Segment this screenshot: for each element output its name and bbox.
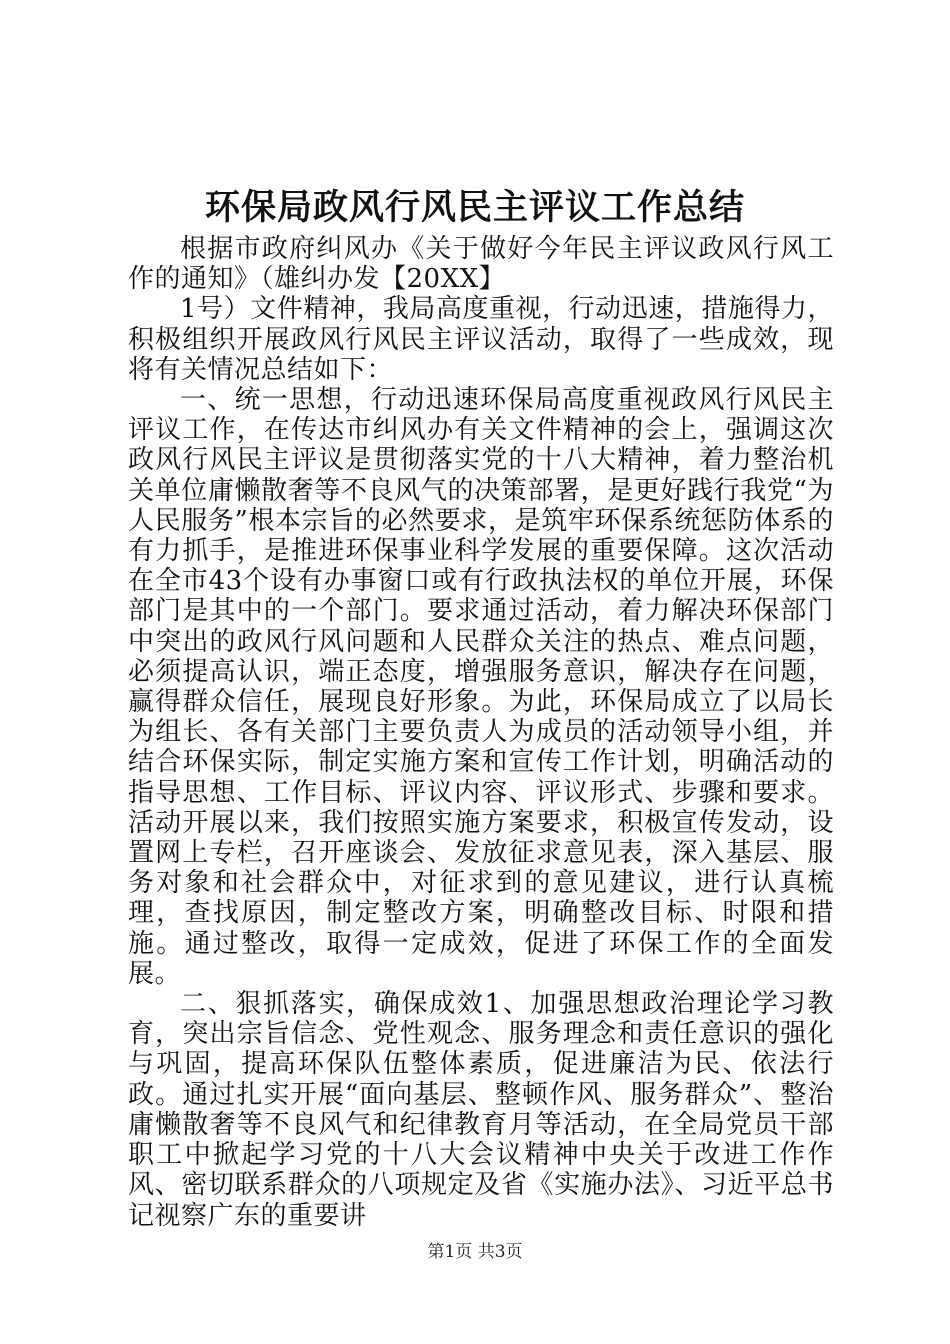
paragraph-section-two: 二、狠抓落实，确保成效1、加强思想政治理论学习教育，突出宗旨信念、党性观念、服务理念和责任意识的强化与巩固，提高环保队伍整体素质，促进廉洁为民、依法行政。通过扎实开展“面向基层、整顿作风、服务群众”、整治庸懒散奢等不良风气和纪律教育月等活动，在全局党员干部职工中掀起学习党的十八大会议精神中央关于改进工作作风、密切联系群众的八项规定及省《实施办法》、习近平总书记视察广东的重要讲: [128, 989, 834, 1231]
document-title: 环保局政风行风民主评议工作总结: [204, 187, 745, 228]
page-footer: [0, 1240, 950, 1264]
page-number: 第1页 共3页: [427, 1242, 523, 1262]
paragraph-section-one: 一、统一思想，行动迅速环保局高度重视政风行风民主评议工作，在传达市纠风办有关文件精神的会上，强调这次政风行风民主评议是贯彻落实党的十八大精神，着力整治机关单位庸懒散奢等不良风气的决策部署，是更好践行我党“为人民服务”根本宗旨的必然要求，是筑牢环保系统惩防体系的有力抓手，是推进环保事业科学发展的重要保障。这次活动在全市43个设有办事窗口或有行政执法权的单位开展，环保部门是其中的一个部门。要求通过活动，着力解决环保部门中突出的政风行风问题和人民群众关注的热点、难点问题，必须提高认识，端正态度，增强服务意识，解决存在问题，赢得群众信任，展现良好形象。为此，环保局成立了以局长为组长、各有关部门主要负责人为成员的活动领导小组，并结合环保实际，制定实施方案和宣传工作计划，明确活动的指导思想、工作目标、评议内容、评议形式、步骤和要求。活动开展以来，我们按照实施方案要求，积极宣传发动，设置网上专栏，召开座谈会、发放征求意见表，深入基层、服务对象和社会群众中，对征求到的意见建议，进行认真梳理，查找原因，制定整改方案，明确整改目标、时限和措施。通过整改，取得一定成效，促进了环保工作的全面发展。: [128, 385, 834, 989]
document-body: [128, 234, 834, 1231]
paragraph-intro: 根据市政府纠风办《关于做好今年民主评议政风行风工作的通知》（雄纠办发【20XX】: [128, 234, 834, 295]
paragraph-intro-continued: 1号）文件精神，我局高度重视，行动迅速，措施得力，积极组织开展政风行风民主评议活动，取得了一些成效，现将有关情况总结如下：: [128, 294, 834, 385]
